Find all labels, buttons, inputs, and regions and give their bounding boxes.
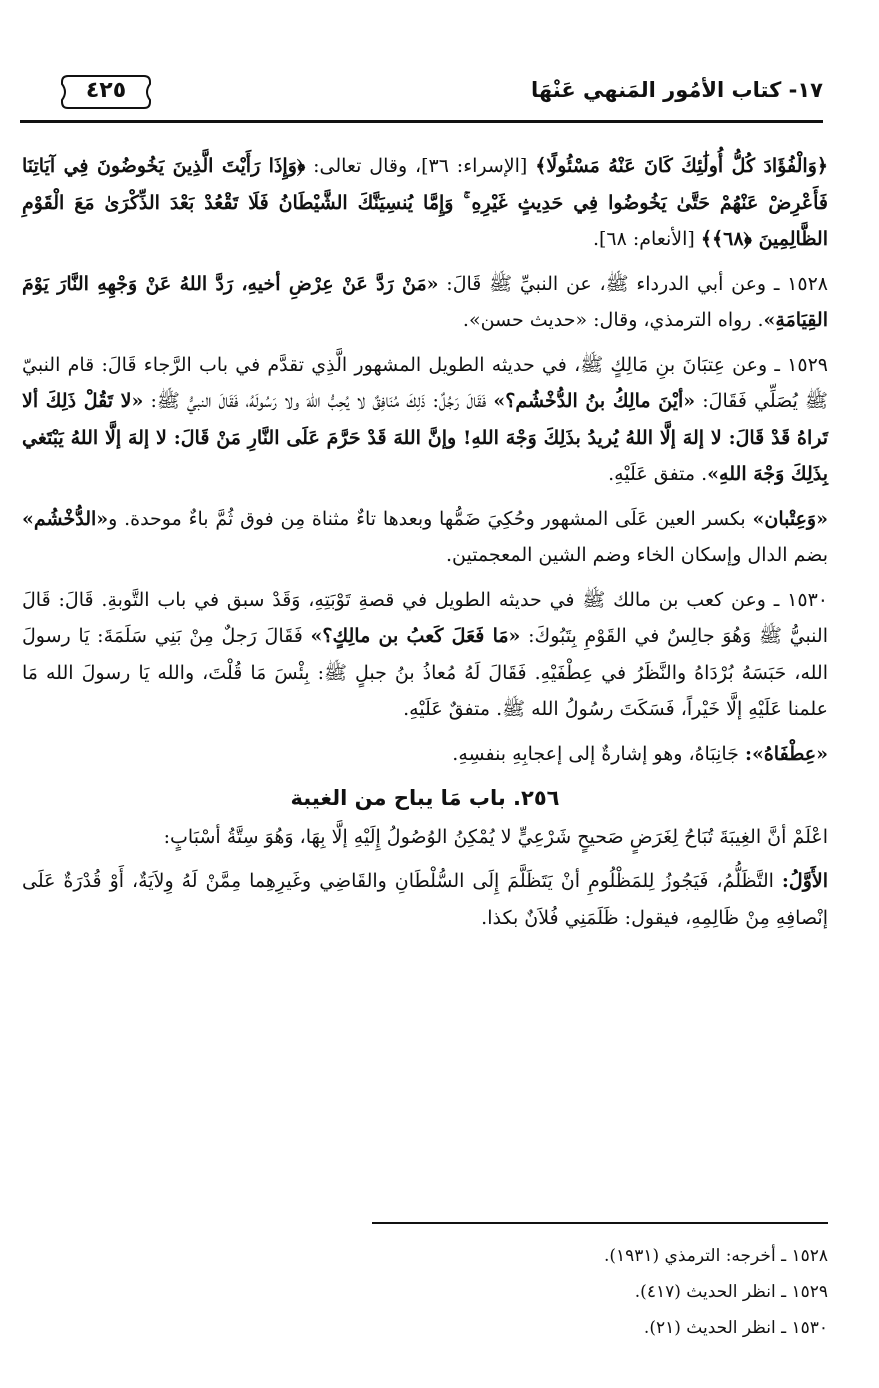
explanation-names bbox=[22, 501, 828, 574]
hadith-text: «لا تَقُلْ ذَلِكَ ألا تَراهُ قَدْ قَالَ: لا إلهَ إلَّا اللهُ يُريدُ بذَلِكَ وَجْهَ اللهِ! وإنَّ اللهَ قَدْ حَرَّمَ عَلَى النَّارِ مَنْ قَالَ: لا إلهَ إلَّا اللهُ يَبْتَغي بِذَلِكَ وَجْهَ اللهِ» bbox=[22, 390, 828, 485]
hadith-text: «مَنْ رَدَّ عَنْ عِرْضِ أخيهِ، رَدَّ اللهُ عَنْ وَجْهِهِ النَّارَ يَوْمَ القِيَامَةِ» bbox=[22, 272, 828, 331]
definition-text: بكسر العين عَلَى المشهور وحُكِيَ ضَمُّها وبعدها تاءٌ مثناة مِن فوق ثُمَّ باءٌ موحدة. و bbox=[108, 507, 746, 530]
defined-word: «وَعِتْبان» bbox=[752, 507, 828, 530]
verse-reference: [الإسراء: ٣٦]، وقال تعالى: bbox=[313, 155, 528, 177]
hadith-1530 bbox=[22, 582, 828, 728]
reason-label: الأَوَّلُ: bbox=[781, 870, 828, 892]
definition-text: جَانِبَاهُ، وهو إشارةٌ إلى إعجابِهِ بنفسِهِ. bbox=[452, 742, 739, 765]
hadith-narration: فَقَالَ رَجُلٌ: ذَلِكَ مُنَافِقٌ لا يُحِبُّ اللهَ ولا رَسُولَهُ، فَقَالَ النبيُّ ﷺ: bbox=[150, 390, 487, 412]
footnote-1530: ١٥٣٠ ـ انظر الحديث (٢١). bbox=[643, 1318, 828, 1338]
hadith-narration: فَقَالَ رَجلٌ مِنْ بَنِي سَلَمَةَ: يَا رسولَ الله، حَبَسَهُ بُرْدَاهُ والنَّظَرُ في عِطْفَيْهِ. فَقَالَ لَهُ مُعاذُ بنُ جبلٍ ﷺ: بِئْسَ مَا قُلْتَ، والله يَا رسولَ الله مَا علمنا عَلَيْهِ إلَّا خَيْراً، فَسَكَتَ رسُولُ الله ﷺ. متفقٌ عَلَيْهِ. bbox=[22, 625, 828, 720]
hadith-intro: ١٥٢٨ ـ وعن أبي الدرداء ﷺ، عن النبيِّ ﷺ قَالَ: bbox=[446, 272, 828, 295]
page-header bbox=[20, 62, 823, 122]
hadith-source: . رواه الترمذي، وقال: «حديث حسن». bbox=[462, 309, 764, 331]
hadith-intro: ١٥٣٠ ـ وعن كعب بن مالك ﷺ في حديثه الطويل في قصةِ تَوْبَتِهِ، وَقَدْ سبق في باب التَّوبةِ. قَالَ: قَالَ النبيُّ ﷺ وَهُوَ جالِسٌ في القَوْمِ بِتَبُوكَ: bbox=[22, 588, 828, 647]
hadith-source: . متفق عَلَيْهِ. bbox=[608, 463, 708, 485]
footnote-1529: ١٥٢٩ ـ انظر الحديث (٤١٧). bbox=[634, 1282, 828, 1302]
hadith-1528 bbox=[22, 266, 828, 339]
reason-text: التَّظَلُّمُ، فَيَجُوزُ لِلمَظْلُومِ أنْ يَتَظَلَّمَ إِلَى السُّلْطَانِ والقَاضِي وغَيرِهِما مِمَّنْ لَهُ وِلاَيَةٌ، أَوْ قُدْرَةٌ عَلَى إنْصافِهِ مِنْ ظَالِمِهِ، فيقول: ظَلَمَنِي فُلاَنٌ بكذا. bbox=[22, 870, 828, 929]
page-number-frame bbox=[60, 74, 152, 110]
main-text bbox=[22, 148, 828, 944]
quran-verse: ﴿وَالْفُؤَادَ كُلُّ أُولَٰئِكَ كَانَ عَنْهُ مَسْئُولًا﴾ bbox=[535, 155, 829, 177]
chapter-title: ١٧- كتاب الأمُور المَنهي عَنْهَا bbox=[531, 78, 823, 102]
paragraph-quran-verses bbox=[22, 148, 828, 258]
verse-reference: [الأنعام: ٦٨]. bbox=[592, 228, 695, 250]
page-number: ٤٢٥ bbox=[85, 78, 127, 103]
quran-verse: ﴿وَإِذَا رَأَيْتَ الَّذِينَ يَخُوضُونَ فِي آيَاتِنَا فَأَعْرِضْ عَنْهُمْ حَتَّىٰ يَخُوضُوا فِي حَدِيثٍ غَيْرِهِ ۚ وَإِمَّا يُنسِيَنَّكَ الشَّيْطَانُ فَلَا تَقْعُدْ بَعْدَ الذِّكْرَىٰ مَعَ الْقَوْمِ الظَّالِمِينَ ﴿٦٨﴾﴾ bbox=[22, 155, 828, 250]
definition-text: بضم الدال وإسكان الخاء وضم الشين المعجمتين. bbox=[445, 544, 828, 566]
explanation-word bbox=[22, 736, 828, 773]
section-heading: ٢٥٦. باب مَا يباح من الغيبة bbox=[290, 786, 560, 810]
footnote-divider bbox=[372, 1222, 828, 1224]
header-divider bbox=[20, 120, 823, 123]
footnotes bbox=[22, 1238, 828, 1346]
defined-word: «الدُّخْشُم» bbox=[22, 507, 109, 530]
hadith-intro: ١٥٢٩ ـ وعن عِتبَانَ بنِ مَالِكٍ ﷺ، في حديثه الطويل المشهور الَّذِي تقدَّم في باب الرَّجاء قَالَ: قام النبيّ ﷺ يُصَلِّي فَقَالَ: bbox=[22, 353, 828, 412]
first-reason bbox=[22, 863, 828, 936]
hadith-text: «مَا فَعَلَ كَعبُ بن مالِكٍ؟» bbox=[310, 625, 521, 647]
footnote-1528: ١٥٢٨ ـ أخرجه: الترمذي (١٩٣١). bbox=[603, 1246, 828, 1266]
section-intro: اعْلَمْ أنَّ الغِيبَةَ تُبَاحُ لِغَرَضٍ صَحيحٍ شَرْعِيٍّ لا يُمْكِنُ الوُصُولُ إِلَيْهِ إلَّا بِهَا، وَهُوَ سِتَّةُ أسْبَابٍ: bbox=[163, 825, 828, 848]
hadith-1529 bbox=[22, 347, 828, 493]
hadith-text: «أيْنَ مالِكُ بنُ الدُّخْشُم؟» bbox=[493, 390, 696, 412]
defined-word: «عِطْفَاهُ»: bbox=[744, 742, 828, 765]
